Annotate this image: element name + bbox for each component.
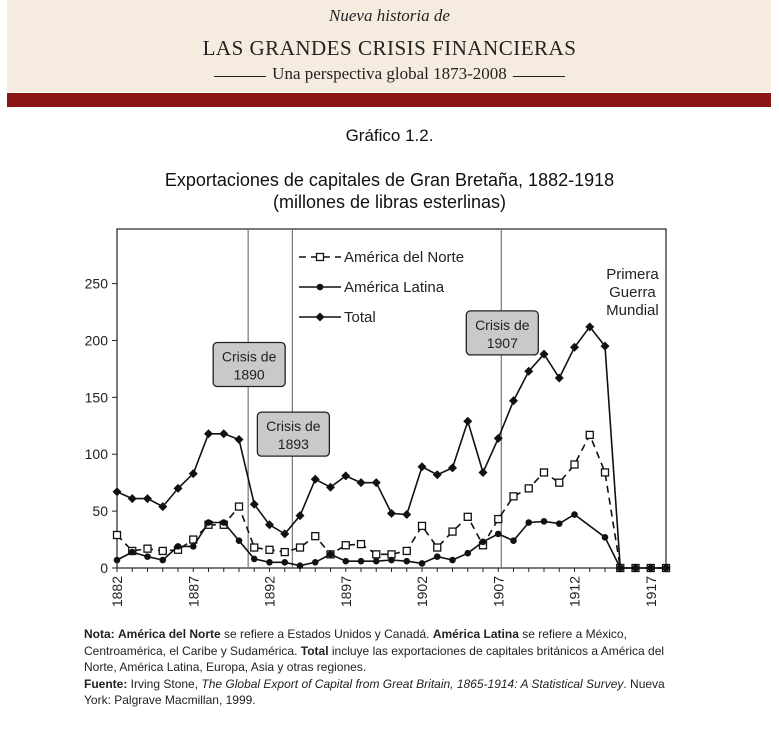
x-tick-label: 1887	[185, 576, 202, 608]
data-point	[586, 431, 593, 438]
data-point	[556, 520, 563, 527]
source-publisher: . Nueva York: Palgrave Macmillan, 1999.	[84, 676, 665, 707]
note-text-na: se refiere a Estados Unidos y Canadá.	[220, 627, 433, 641]
y-tick-label: 0	[100, 560, 108, 576]
data-point	[342, 558, 349, 565]
data-point	[357, 478, 366, 487]
crisis-label-line2: 1893	[277, 436, 309, 453]
data-point	[113, 487, 122, 496]
data-point	[434, 553, 441, 560]
data-point	[419, 522, 426, 529]
data-point	[402, 510, 411, 519]
war-label-line: Primera	[606, 266, 659, 283]
book-title: LAS GRANDES CRISIS FINANCIERAS	[202, 36, 577, 60]
data-point	[571, 511, 578, 518]
data-point	[434, 544, 441, 551]
data-point	[464, 513, 471, 520]
data-point	[555, 374, 564, 383]
data-point	[463, 417, 472, 426]
data-point	[205, 519, 212, 526]
x-tick-label: 1897	[337, 576, 354, 608]
data-point	[251, 556, 258, 563]
source-paragraph	[84, 676, 684, 709]
legend-label: América del Norte	[344, 249, 465, 266]
legend-label: Total	[344, 309, 376, 326]
note-term-total: Total	[300, 643, 329, 658]
crisis-label-line2: 1890	[233, 366, 265, 383]
data-point	[387, 509, 396, 518]
legend-label: América Latina	[344, 279, 445, 296]
data-point	[556, 479, 563, 486]
data-point	[297, 562, 304, 569]
x-tick-label: 1882	[109, 576, 125, 608]
source-author: Irving Stone,	[127, 676, 202, 691]
data-point	[312, 533, 319, 540]
data-point	[266, 546, 273, 553]
data-point	[418, 462, 427, 471]
data-point	[220, 519, 227, 526]
data-point	[144, 545, 151, 552]
data-point	[190, 543, 197, 550]
source-book: The Global Export of Capital from Great Britain, 1865-1914: A Statistical Survey	[201, 676, 624, 691]
series-title: Nueva historia de	[329, 6, 450, 25]
data-point	[143, 494, 152, 503]
data-point	[373, 558, 380, 565]
data-point	[541, 469, 548, 476]
data-point	[449, 528, 456, 535]
data-point	[236, 537, 243, 544]
crisis-label-line2: 1907	[486, 334, 518, 351]
data-point	[448, 463, 457, 472]
data-point	[358, 541, 365, 548]
data-point	[128, 494, 137, 503]
x-tick-label: 1917	[642, 576, 659, 608]
data-point	[236, 503, 243, 510]
data-point	[388, 557, 395, 564]
series-line	[117, 435, 666, 568]
x-tick-label: 1892	[261, 576, 278, 608]
data-point	[311, 475, 320, 484]
data-point	[175, 543, 182, 550]
data-point	[464, 550, 471, 557]
data-point	[159, 547, 166, 554]
data-point	[114, 557, 121, 564]
note-label: Nota:	[84, 627, 115, 641]
y-tick-label: 200	[84, 332, 108, 349]
data-point	[510, 537, 517, 544]
data-point	[372, 478, 381, 487]
legend-marker	[316, 313, 325, 322]
x-tick-label: 1912	[566, 576, 583, 608]
data-point	[403, 547, 410, 554]
data-point	[281, 549, 288, 556]
note-term-la: América Latina	[432, 627, 519, 641]
data-point	[144, 553, 151, 560]
chart-title-line1: Exportaciones de capitales de Gran Bretaña, 1882-1918	[164, 170, 615, 190]
data-point	[525, 485, 532, 492]
data-point	[114, 532, 121, 539]
chart-title-line2: (millones de libras esterlinas)	[272, 192, 507, 212]
figure-notes	[84, 626, 684, 709]
data-point	[480, 539, 487, 546]
data-point	[251, 544, 258, 551]
data-point	[509, 396, 518, 405]
note-paragraph	[84, 626, 684, 676]
data-point	[571, 461, 578, 468]
data-point	[602, 534, 609, 541]
data-point	[510, 493, 517, 500]
data-point	[541, 518, 548, 525]
data-point	[495, 531, 502, 538]
crisis-label-line1: Crisis de	[475, 316, 530, 333]
note-text-la: se refiere a México, Centroamérica, el Caribe y Sudamérica.	[84, 627, 627, 658]
data-point	[403, 558, 410, 565]
data-point	[495, 516, 502, 523]
source-label: Fuente:	[84, 676, 128, 691]
data-point	[479, 468, 488, 477]
data-point	[266, 559, 273, 566]
note-text-total: incluye las exportaciones de capitales británicos a América del Norte, América Latina, Europa, Asia y otras regiones.	[84, 643, 665, 674]
data-point	[602, 469, 609, 476]
data-point	[297, 544, 304, 551]
data-point	[358, 558, 365, 565]
data-point	[449, 557, 456, 564]
war-label-line: Guerra	[609, 284, 656, 301]
data-point	[433, 470, 442, 479]
data-point	[342, 542, 349, 549]
data-point	[525, 519, 532, 526]
note-term-na: América del Norte	[118, 627, 221, 641]
data-point	[312, 559, 319, 566]
book-subtitle-text: Una perspectiva global 1873-2008	[272, 64, 507, 83]
data-point	[419, 560, 426, 567]
y-tick-label: 150	[84, 389, 108, 406]
data-point	[373, 551, 380, 558]
data-point	[235, 435, 244, 444]
war-label-line: Mundial	[606, 302, 659, 319]
figure-number: Gráfico 1.2.	[345, 126, 434, 145]
data-point	[204, 429, 213, 438]
x-tick-label: 1907	[490, 576, 507, 608]
crisis-label-line1: Crisis de	[266, 418, 321, 435]
data-point	[219, 429, 228, 438]
crisis-label-line1: Crisis de	[221, 348, 277, 365]
data-point	[327, 551, 334, 558]
y-tick-label: 250	[84, 275, 108, 292]
y-tick-label: 50	[92, 503, 108, 520]
x-tick-label: 1902	[414, 576, 430, 608]
y-tick-label: 100	[84, 446, 108, 463]
data-point	[129, 549, 136, 556]
legend-marker	[317, 254, 324, 261]
data-point	[281, 559, 288, 566]
legend-marker	[317, 284, 324, 291]
data-point	[159, 557, 166, 564]
